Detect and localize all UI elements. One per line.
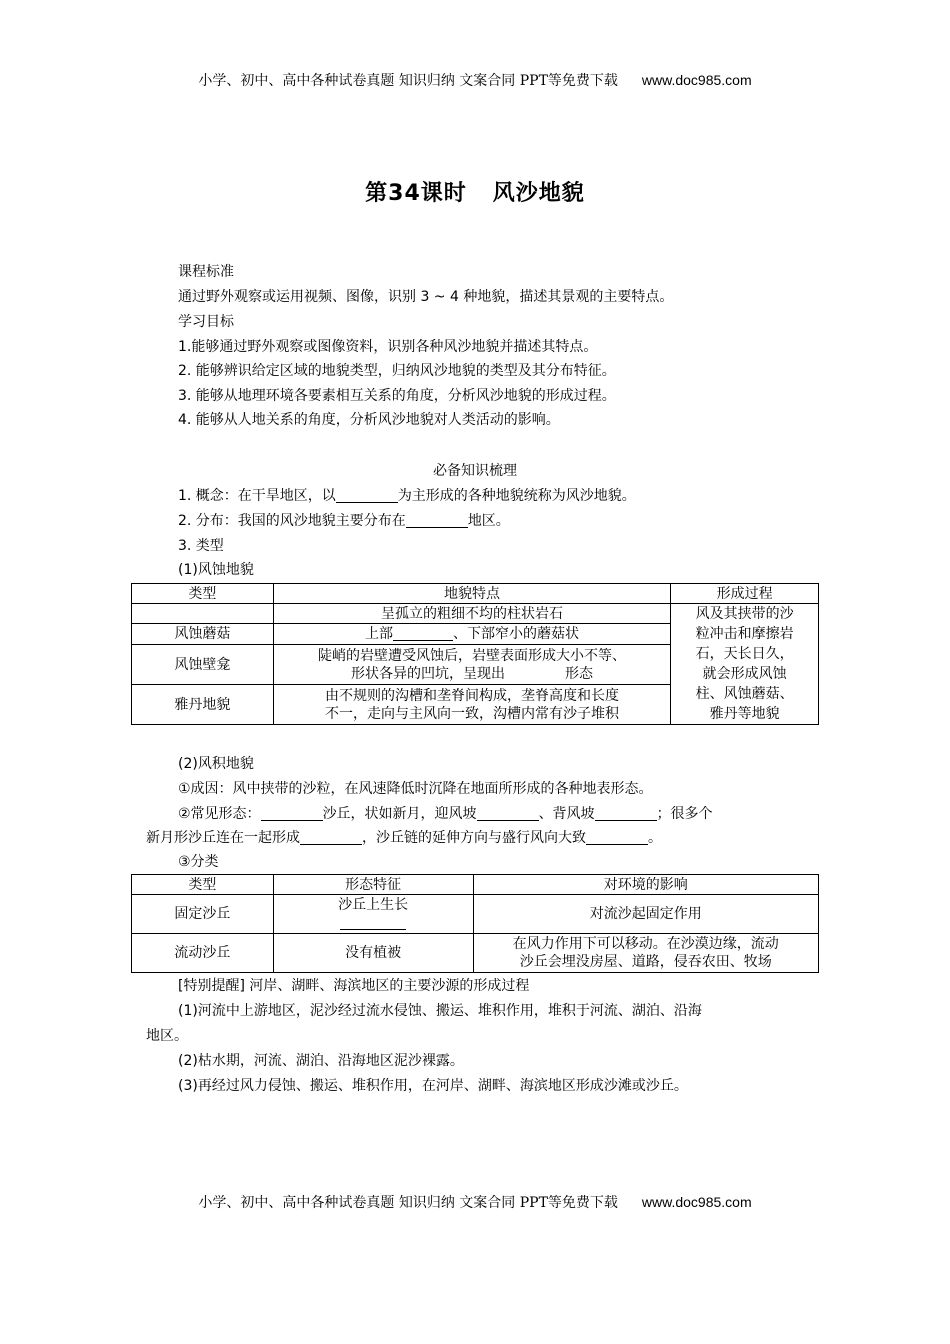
form-blank-4[interactable]	[300, 830, 362, 845]
concept-blank[interactable]	[336, 488, 398, 503]
title-lesson: 第34课时	[365, 181, 467, 206]
t1-row1-feature: 呈孤立的粗细不均的柱状岩石	[273, 604, 670, 624]
erosion-heading: (1)风蚀地貌	[178, 562, 254, 578]
form-blank-5[interactable]	[586, 830, 648, 845]
form-blank-3[interactable]	[595, 806, 657, 821]
t1-row1-type	[132, 604, 274, 624]
header-site-link[interactable]: www.doc985.com	[641, 72, 752, 88]
t1-row4-feature: 由不规则的沟槽和垄脊间构成，垄脊高度和长度 不一，走向与主风向一致，沟槽内常有沙子堆积	[273, 685, 670, 725]
deposition-cause: ①成因：风中挟带的沙粒，在风速降低时沉降在地面所形成的各种地表形态。	[178, 781, 653, 797]
t2-row1-feature: 沙丘上生长	[273, 895, 473, 934]
types-heading: 3. 类型	[178, 538, 224, 554]
t2-row1-type: 固定沙丘	[132, 895, 274, 934]
distribution-line: 2. 分布：我国的风沙地貌主要分布在 地区。	[178, 513, 510, 529]
deposition-heading: (2)风积地貌	[178, 756, 254, 772]
t2-header-type: 类型	[132, 875, 274, 895]
form-blank-2[interactable]	[477, 806, 539, 821]
footer-site-link[interactable]: www.doc985.com	[641, 1194, 752, 1210]
t2-row2-type: 流动沙丘	[132, 934, 274, 973]
standard-heading: 课程标准	[178, 264, 234, 280]
t1-process-cell: 风及其挟带的沙 粒冲击和摩擦岩 石，天长日久， 就会形成风蚀 柱、风蚀蘑菇、 雅丹等地貌	[671, 604, 819, 725]
tip-p3: (3)再经过风力侵蚀、搬运、堆积作用，在河岸、湖畔、海滨地区形成沙滩或沙丘。	[178, 1078, 688, 1094]
t1-header-type: 类型	[132, 584, 274, 604]
goal-item-2: 2. 能够辨识给定区域的地貌类型，归纳风沙地貌的类型及其分布特征。	[178, 363, 616, 379]
t2-header-feature: 形态特征	[273, 875, 473, 895]
t2-row2-feature: 没有植被	[273, 934, 473, 973]
page-title	[0, 176, 950, 207]
page-header	[0, 70, 950, 90]
deposition-forms-line2: 新月形沙丘连在一起形成 ，沙丘链的延伸方向与盛行风向大致 。	[146, 830, 662, 846]
goal-item-1: 1.能够通过野外观察或图像资料，识别各种风沙地貌并描述其特点。	[178, 339, 598, 355]
tip-p1-line1: (1)河流中上游地区，泥沙经过流水侵蚀、搬运、堆积作用，堆积于河流、湖泊、沿海	[178, 1003, 702, 1019]
t2-row1-effect: 对流沙起固定作用	[473, 895, 818, 934]
classify-heading: ③分类	[178, 854, 219, 870]
page-footer	[0, 1192, 950, 1212]
t1-row4-type: 雅丹地貌	[132, 685, 274, 725]
distribution-blank[interactable]	[406, 513, 468, 528]
tip-heading: [特别提醒] 河岸、湖畔、海滨地区的主要沙源的形成过程	[178, 978, 530, 994]
goals-heading: 学习目标	[178, 314, 234, 330]
erosion-table	[131, 583, 819, 725]
footer-text: 小学、初中、高中各种试卷真题 知识归纳 文案合同 PPT等免费下载	[198, 1195, 618, 1211]
t1-row3-type: 风蚀壁龛	[132, 645, 274, 685]
t1-header-process: 形成过程	[671, 584, 819, 604]
concept-line: 1. 概念：在干旱地区，以 为主形成的各种地貌统称为风沙地貌。	[178, 488, 636, 504]
vegetation-blank[interactable]	[340, 915, 406, 930]
t1-row2-type: 风蚀蘑菇	[132, 624, 274, 645]
standard-text: 通过野外观察或运用视频、图像，识别 3 ~ 4 种地貌，描述其景观的主要特点。	[178, 289, 674, 305]
t1-header-feature: 地貌特点	[273, 584, 670, 604]
tip-p2: (2)枯水期，河流、湖泊、沿海地区泥沙裸露。	[178, 1053, 464, 1069]
row2-blank[interactable]	[393, 626, 453, 641]
knowledge-heading: 必备知识梳理	[433, 463, 517, 479]
deposition-forms-line1: ②常见形态： 沙丘，状如新月，迎风坡 、背风坡 ；很多个	[178, 806, 713, 822]
form-blank-1[interactable]	[261, 806, 323, 821]
row3-blank[interactable]	[505, 667, 565, 681]
header-text: 小学、初中、高中各种试卷真题 知识归纳 文案合同 PPT等免费下载	[198, 73, 618, 89]
tip-p1-line2: 地区。	[146, 1028, 188, 1044]
dune-table	[131, 874, 819, 973]
t1-row3-feature: 陡峭的岩壁遭受风蚀后，岩壁表面形成大小不等、 形状各异的凹坑，呈现出 形态	[273, 645, 670, 685]
t2-header-effect: 对环境的影响	[473, 875, 818, 895]
t1-row2-feature: 上部 、下部窄小的蘑菇状	[273, 624, 670, 645]
title-topic: 风沙地貌	[492, 181, 585, 206]
goal-item-4: 4. 能够从人地关系的角度，分析风沙地貌对人类活动的影响。	[178, 412, 560, 428]
t2-row2-effect: 在风力作用下可以移动。在沙漠边缘，流动 沙丘会埋没房屋、道路，侵吞农田、牧场	[473, 934, 818, 973]
goal-item-3: 3. 能够从地理环境各要素相互关系的角度，分析风沙地貌的形成过程。	[178, 388, 616, 404]
